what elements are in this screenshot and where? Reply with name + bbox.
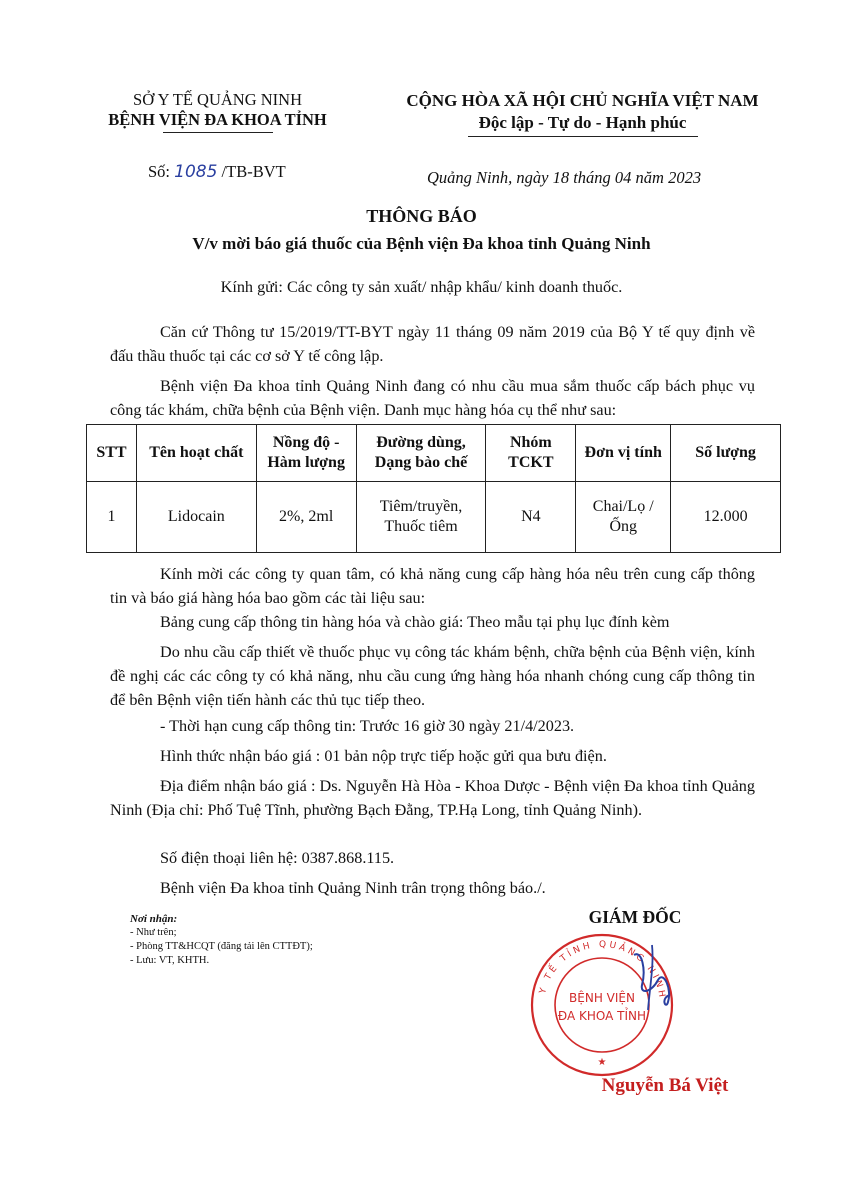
paragraph-phone: Số điện thoại liên hệ: 0387.868.115. (160, 849, 395, 867)
cell-concentration: 2%, 2ml (256, 482, 356, 553)
table-row (87, 482, 781, 553)
goods-table (86, 424, 781, 553)
paragraph-legal-basis: Căn cứ Thông tư 15/2019/TT-BYT ngày 11 tháng 09 năm 2019 của Bộ Y tế quy định về đấu thầu thuốc tại các cơ sở Y tế công lập. (110, 323, 755, 365)
motto-underline (468, 136, 698, 137)
cell-active-ingredient: Lidocain (136, 482, 256, 553)
org-underline (163, 132, 273, 133)
document-title: THÔNG BÁO (366, 206, 477, 226)
handwritten-signature (612, 940, 692, 1020)
org-parent: SỞ Y TẾ QUẢNG NINH (133, 90, 302, 109)
signer-name: Nguyễn Bá Việt (601, 1075, 729, 1096)
paragraph-closing: Bệnh viện Đa khoa tỉnh Quảng Ninh trân trọng thông báo./. (160, 879, 546, 897)
cell-technical-group: N4 (486, 482, 576, 553)
number-prefix: Số: (148, 162, 171, 181)
paragraph-submission-address: Địa điểm nhận báo giá : Ds. Nguyễn Hà Hòa - Khoa Dược - Bệnh viện Đa khoa tỉnh Quảng Ninh (Địa chỉ: Phố Tuệ Tĩnh, phường Bạch Đằng, TP.Hạ Long, tỉnh Quảng Ninh). (110, 777, 755, 819)
paragraph-submission-method: Hình thức nhận báo giá : 01 bản nộp trực tiếp hoặc gửi qua bưu điện. (160, 747, 607, 765)
recipient-item: - Như trên; (130, 927, 177, 938)
country-name: CỘNG HÒA XÃ HỘI CHỦ NGHĨA VIỆT NAM (406, 91, 759, 110)
paragraph-purchase-need: Bệnh viện Đa khoa tỉnh Quảng Ninh đang có nhu cầu mua sắm thuốc cấp bách phục vụ công tác khám, chữa bệnh của Bệnh viện. Danh mục hàng hóa cụ thể như sau: (110, 377, 755, 419)
cell-stt: 1 (87, 482, 137, 553)
recipients-block (130, 912, 313, 968)
header-route-dosage-form: Đường dùng, Dạng bào chế (356, 425, 486, 482)
recipient-line: Kính gửi: Các công ty sản xuất/ nhập khẩu/ kinh doanh thuốc. (220, 278, 623, 296)
header-unit: Đơn vị tính (576, 425, 671, 482)
paragraph-documents: Bảng cung cấp thông tin hàng hóa và chào giá: Theo mẫu tại phụ lục đính kèm (160, 613, 670, 631)
table-header-row (87, 425, 781, 482)
cell-route-dosage-form: Tiêm/truyền, Thuốc tiêm (356, 482, 486, 553)
stamp-inner-line-1: BỆNH VIỆN (569, 991, 635, 1005)
recipient-item: - Phòng TT&HCQT (đăng tải lên CTTĐT); (130, 941, 313, 952)
document-subject: V/v mời báo giá thuốc của Bệnh viện Đa khoa tỉnh Quảng Ninh (192, 234, 651, 253)
document-number (148, 162, 286, 182)
cell-unit: Chai/Lọ /Ống (576, 482, 671, 553)
motto: Độc lập - Tự do - Hạnh phúc (478, 113, 687, 132)
number-suffix: /TB-BVT (221, 162, 286, 181)
signer-position: GIÁM ĐỐC (588, 907, 682, 927)
stamp-outer-text: Y TẾ TỈNH QUẢNG NINH (538, 939, 667, 1001)
paragraph-invitation: Kính mời các công ty quan tâm, có khả năng cung cấp hàng hóa nêu trên cung cấp thông tin và báo giá hàng hóa bao gồm các tài liệu sau: (110, 565, 755, 607)
cell-quantity: 12.000 (671, 482, 781, 553)
org-header (95, 90, 340, 133)
stamp-inner-line-2: ĐA KHOA TỈNH (557, 1009, 647, 1023)
stamp-star-icon: ★ (597, 1057, 607, 1068)
org-name: BỆNH VIỆN ĐA KHOA TỈNH (108, 110, 327, 129)
number-handwritten: 1085 (174, 162, 218, 182)
recipient-item: - Lưu: VT, KHTH. (130, 955, 210, 966)
header-concentration: Nồng độ - Hàm lượng (256, 425, 356, 482)
header-quantity: Số lượng (671, 425, 781, 482)
paragraph-deadline: - Thời hạn cung cấp thông tin: Trước 16 giờ 30 ngày 21/4/2023. (160, 717, 575, 735)
recipients-title: Nơi nhận: (130, 913, 178, 925)
header-active-ingredient: Tên hoạt chất (136, 425, 256, 482)
paragraph-urgency: Do nhu cầu cấp thiết về thuốc phục vụ công tác khám bệnh, chữa bệnh của Bệnh viện, kính đề nghị các các công ty có khả năng, nhu cầu cung ứng hàng hóa nhanh chóng cung cấp thông tin để bên Bệnh viện tiến hành các thủ tục tiếp theo. (110, 643, 755, 709)
national-header (380, 90, 785, 137)
place-date: Quảng Ninh, ngày 18 tháng 04 năm 2023 (427, 168, 702, 187)
header-stt: STT (87, 425, 137, 482)
header-technical-group: Nhóm TCKT (486, 425, 576, 482)
